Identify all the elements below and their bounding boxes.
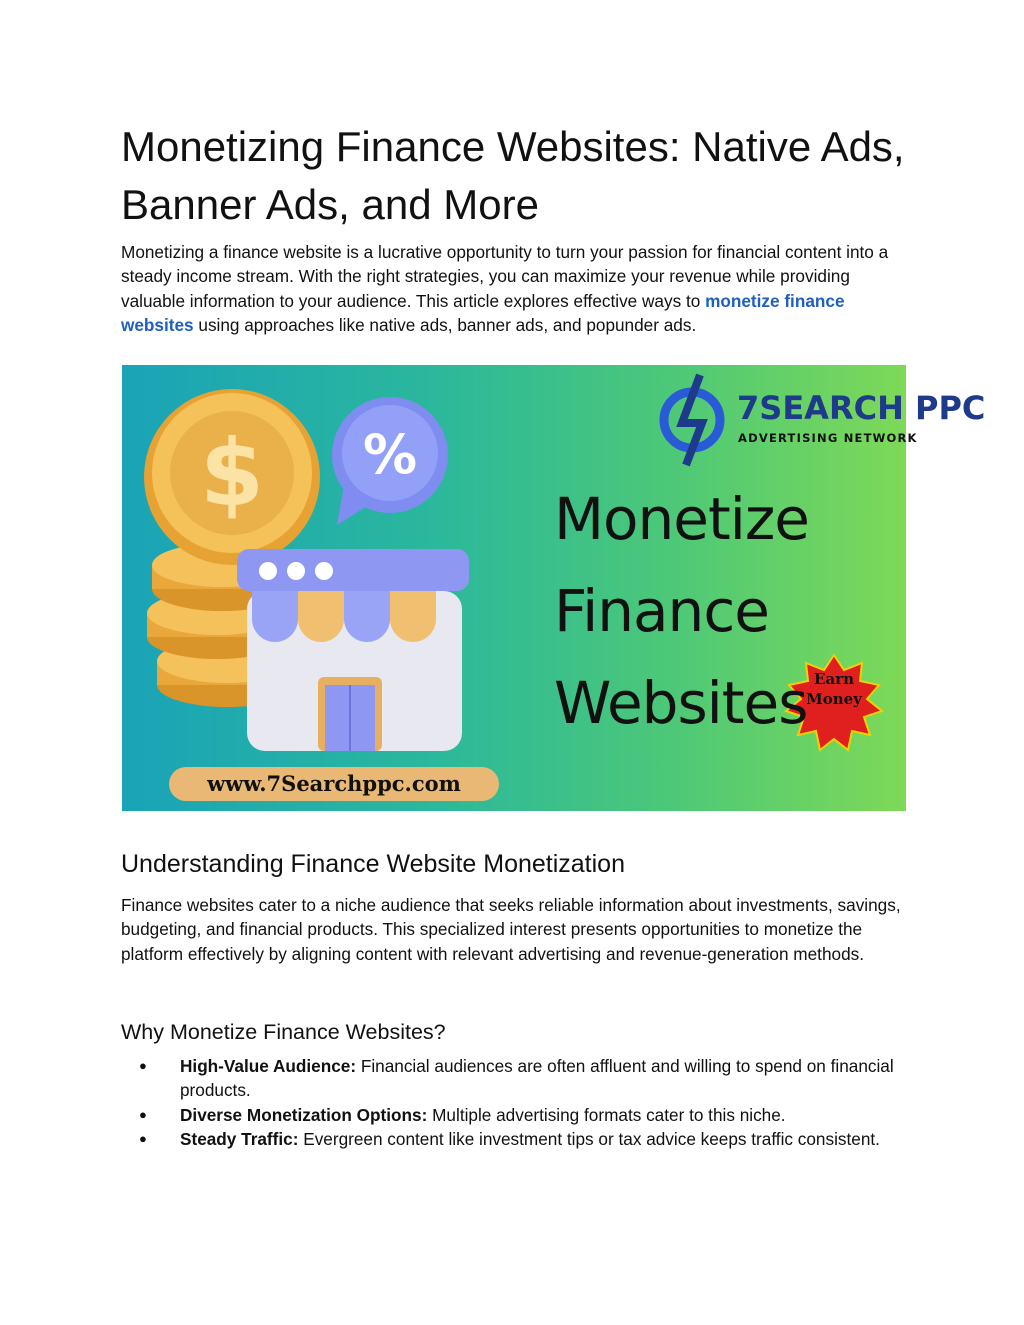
svg-text:$: $ bbox=[199, 420, 265, 527]
banner-headline bbox=[554, 473, 809, 749]
badge-line: Earn bbox=[814, 670, 854, 688]
intro-text-start: Monetizing a finance website is a lucrative opportunity to turn your passion for financial content into a steady income stream. With the right strategies, you can maximize your revenue while providing valuable information to your audience. This article explores effective ways to bbox=[121, 242, 889, 311]
logo-mark-icon bbox=[664, 375, 720, 465]
list-item-label: High-Value Audience: bbox=[180, 1056, 357, 1076]
badge-line: Money bbox=[806, 690, 862, 708]
list-item bbox=[121, 1054, 907, 1103]
banner-headline-line: Finance bbox=[554, 577, 769, 645]
list-item-label: Steady Traffic: bbox=[180, 1129, 299, 1150]
page-title: Monetizing Finance Websites: Native Ads, Banner Ads, and More bbox=[121, 123, 905, 228]
storefront-icon bbox=[237, 549, 469, 751]
intro-text-end: using approaches like native ads, banner ads, and popunder ads. bbox=[193, 315, 697, 336]
list-item bbox=[121, 1103, 907, 1127]
banner-headline-line: Websites bbox=[554, 669, 808, 737]
hero-banner-image bbox=[122, 365, 986, 811]
logo-subtitle: ADVERTISING NETWORK bbox=[738, 431, 918, 445]
logo-name: 7SEARCH PPC bbox=[737, 389, 986, 427]
subsection-heading: Why Monetize Finance Websites? bbox=[121, 1020, 446, 1044]
section-heading: Understanding Finance Website Monetization bbox=[121, 850, 625, 878]
intro-paragraph bbox=[121, 240, 907, 338]
list-item-text: Financial audiences are often affluent and willing to spend on financial products. bbox=[180, 1056, 894, 1101]
list-item bbox=[121, 1127, 907, 1151]
list-item-text: Multiple advertising formats cater to this niche. bbox=[427, 1104, 786, 1125]
banner-headline-line: Monetize bbox=[554, 485, 809, 553]
section-paragraph: Finance websites cater to a niche audience that seeks reliable information about investments, savings, budgeting, and financial products. This specialized interest presents opportunities to monetize the platform effectively by aligning content with relevant advertising and revenue-generation methods. bbox=[121, 895, 901, 964]
website-url-pill: www.7Searchppc.com bbox=[169, 767, 499, 801]
percent-bubble-icon bbox=[332, 397, 448, 525]
list-item-label: Diverse Monetization Options: bbox=[180, 1104, 428, 1125]
svg-text:%: % bbox=[362, 423, 418, 486]
monetize-link[interactable]: monetize finance websites bbox=[121, 290, 845, 336]
reasons-list bbox=[121, 1054, 907, 1152]
list-item-text: Evergreen content like investment tips or tax advice keeps traffic consistent. bbox=[298, 1129, 880, 1150]
earn-money-badge bbox=[788, 669, 880, 709]
